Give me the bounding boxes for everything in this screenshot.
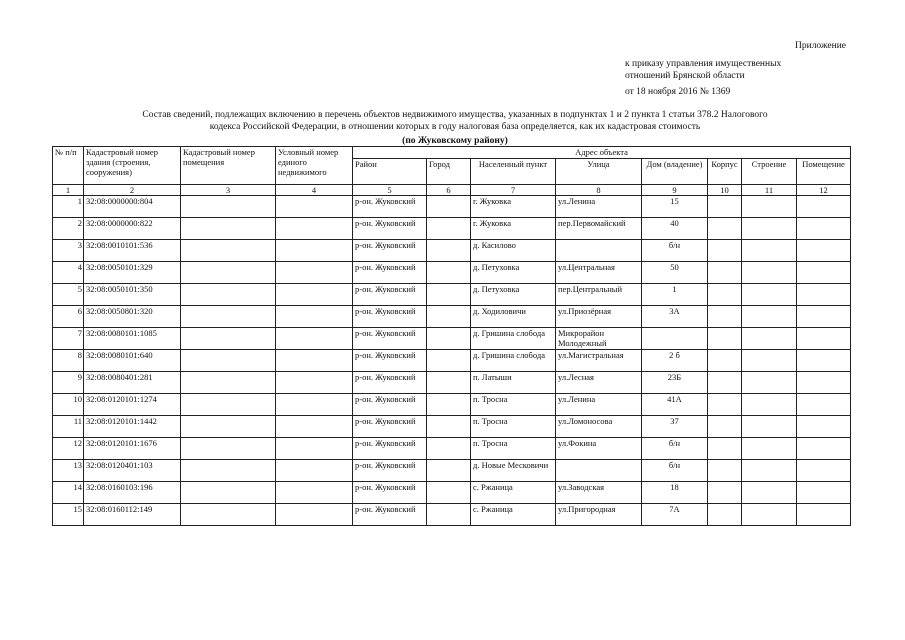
cadastral-room-cell (181, 328, 276, 350)
col-header-district: Район (353, 159, 427, 185)
table-body (53, 196, 851, 526)
city-cell (427, 196, 471, 218)
conditional-number-cell (276, 372, 353, 394)
cadastral-room-cell (181, 482, 276, 504)
city-cell (427, 328, 471, 350)
room-cell (797, 218, 851, 240)
city-cell (427, 416, 471, 438)
cadastral-number: 32:08:0120101:1676 (84, 438, 181, 460)
settlement-cell: с. Ржаница (471, 504, 556, 526)
district-cell: р-он. Жуковский (353, 218, 427, 240)
house-cell: 15 (642, 196, 708, 218)
column-number-cell: 5 (353, 185, 427, 196)
city-cell (427, 394, 471, 416)
order-line-2: отношений Брянской области (625, 71, 745, 81)
conditional-number-cell (276, 284, 353, 306)
cadastral-number: 32:08:0050101:350 (84, 284, 181, 306)
room-cell (797, 262, 851, 284)
conditional-number-cell (276, 394, 353, 416)
district-cell: р-он. Жуковский (353, 504, 427, 526)
settlement-cell: д. Касилово (471, 240, 556, 262)
house-cell: 2 б (642, 350, 708, 372)
building-cell (742, 460, 797, 482)
city-cell (427, 438, 471, 460)
table-row (53, 394, 851, 416)
appendix-label: Приложение (795, 41, 846, 51)
cadastral-room-cell (181, 372, 276, 394)
col-header-house: Дом (владение) (642, 159, 708, 185)
building-cell (742, 416, 797, 438)
cadastral-number: 32:08:0160103:196 (84, 482, 181, 504)
order-line-1: к приказу управления имущественных (625, 59, 782, 69)
settlement-cell: г. Жуковка (471, 218, 556, 240)
room-cell (797, 328, 851, 350)
document-heading (120, 109, 790, 133)
cadastral-number: 32:08:0050101:329 (84, 262, 181, 284)
district-cell: р-он. Жуковский (353, 372, 427, 394)
house-cell: 40 (642, 218, 708, 240)
city-cell (427, 218, 471, 240)
column-number-cell: 12 (797, 185, 851, 196)
street-cell: ул.Ленина (556, 196, 642, 218)
col-header-address: Адрес объекта (353, 147, 851, 159)
table-row (53, 482, 851, 504)
table-row (53, 460, 851, 482)
cadastral-room-cell (181, 504, 276, 526)
street-cell (556, 240, 642, 262)
conditional-number-cell (276, 328, 353, 350)
conditional-number-cell (276, 504, 353, 526)
row-number: 10 (53, 394, 84, 416)
city-cell (427, 372, 471, 394)
conditional-number-cell (276, 262, 353, 284)
house-cell: 37 (642, 416, 708, 438)
cadastral-number: 32:08:0010101:536 (84, 240, 181, 262)
column-number-cell: 8 (556, 185, 642, 196)
row-number: 2 (53, 218, 84, 240)
district-cell: р-он. Жуковский (353, 284, 427, 306)
settlement-cell: п. Тросна (471, 438, 556, 460)
settlement-cell: д. Петуховка (471, 284, 556, 306)
settlement-cell: д. Новые Месковичи (471, 460, 556, 482)
street-cell: Микрорайон Молодежный (556, 328, 642, 350)
korpus-cell (708, 416, 742, 438)
building-cell (742, 394, 797, 416)
building-cell (742, 350, 797, 372)
house-cell: 1 (642, 284, 708, 306)
table-row (53, 416, 851, 438)
col-header-settlement: Населенный пункт (471, 159, 556, 185)
conditional-number-cell (276, 416, 353, 438)
cadastral-number: 32:08:0120101:1274 (84, 394, 181, 416)
building-cell (742, 372, 797, 394)
room-cell (797, 284, 851, 306)
settlement-cell: п. Тросна (471, 394, 556, 416)
settlement-cell: д. Гришина слобода (471, 328, 556, 350)
table-row (53, 328, 851, 350)
korpus-cell (708, 504, 742, 526)
room-cell (797, 438, 851, 460)
korpus-cell (708, 262, 742, 284)
street-cell: ул.Фокина (556, 438, 642, 460)
column-number-cell: 1 (53, 185, 84, 196)
property-table (52, 146, 851, 526)
street-cell: ул.Ленина (556, 394, 642, 416)
korpus-cell (708, 218, 742, 240)
korpus-cell (708, 328, 742, 350)
district-cell: р-он. Жуковский (353, 460, 427, 482)
district-cell: р-он. Жуковский (353, 416, 427, 438)
col-header-num: № п/п (53, 147, 84, 185)
korpus-cell (708, 482, 742, 504)
house-cell: 50 (642, 262, 708, 284)
settlement-cell: д. Гришина слобода (471, 350, 556, 372)
building-cell (742, 504, 797, 526)
heading-line-2: кодекса Российской Федерации, в отношении которых в году налоговая база определяется, как их кадастровая стоимость (209, 122, 701, 132)
table-row (53, 372, 851, 394)
building-cell (742, 218, 797, 240)
city-cell (427, 482, 471, 504)
cadastral-room-cell (181, 460, 276, 482)
conditional-number-cell (276, 218, 353, 240)
table-row (53, 504, 851, 526)
district-cell: р-он. Жуковский (353, 350, 427, 372)
city-cell (427, 350, 471, 372)
cadastral-room-cell (181, 196, 276, 218)
street-cell: ул.Центральная (556, 262, 642, 284)
table-row (53, 218, 851, 240)
korpus-cell (708, 240, 742, 262)
room-cell (797, 372, 851, 394)
conditional-number-cell (276, 306, 353, 328)
row-number: 3 (53, 240, 84, 262)
col-header-cadastral-room: Кадастровый номер помещения (181, 147, 276, 185)
city-cell (427, 306, 471, 328)
settlement-cell: г. Жуковка (471, 196, 556, 218)
building-cell (742, 328, 797, 350)
row-number: 7 (53, 328, 84, 350)
heading-line-1: Состав сведений, подлежащих включению в перечень объектов недвижимого имущества, указанных в подпунктах 1 и 2 пункта 1 статьи 378.2 Налогового (142, 110, 768, 120)
house-cell (642, 328, 708, 350)
column-number-cell: 3 (181, 185, 276, 196)
cadastral-number: 32:08:0160112:149 (84, 504, 181, 526)
room-cell (797, 306, 851, 328)
korpus-cell (708, 306, 742, 328)
district-cell: р-он. Жуковский (353, 306, 427, 328)
cadastral-number: 32:08:0050801:320 (84, 306, 181, 328)
cadastral-number: 32:08:0120101:1442 (84, 416, 181, 438)
table-row (53, 196, 851, 218)
district-cell: р-он. Жуковский (353, 482, 427, 504)
street-cell: ул.Пригородная (556, 504, 642, 526)
korpus-cell (708, 372, 742, 394)
cadastral-room-cell (181, 394, 276, 416)
building-cell (742, 438, 797, 460)
table-row (53, 306, 851, 328)
city-cell (427, 284, 471, 306)
settlement-cell: п. Латыши (471, 372, 556, 394)
col-header-city: Город (427, 159, 471, 185)
korpus-cell (708, 284, 742, 306)
settlement-cell: д. Ходиловичи (471, 306, 556, 328)
building-cell (742, 284, 797, 306)
order-date: от 18 ноября 2016 № 1369 (625, 87, 731, 97)
room-cell (797, 394, 851, 416)
table-row (53, 262, 851, 284)
cadastral-room-cell (181, 306, 276, 328)
building-cell (742, 240, 797, 262)
street-cell: пер.Центральный (556, 284, 642, 306)
room-cell (797, 416, 851, 438)
district-cell: р-он. Жуковский (353, 438, 427, 460)
column-number-cell: 10 (708, 185, 742, 196)
house-cell: 23Б (642, 372, 708, 394)
cadastral-number: 32:08:0000000:822 (84, 218, 181, 240)
row-number: 14 (53, 482, 84, 504)
house-cell: б/н (642, 438, 708, 460)
cadastral-room-cell (181, 416, 276, 438)
room-cell (797, 196, 851, 218)
room-cell (797, 504, 851, 526)
city-cell (427, 504, 471, 526)
col-header-conditional: Условный номер единого недвижимого (276, 147, 353, 185)
table-row (53, 240, 851, 262)
district-cell: р-он. Жуковский (353, 240, 427, 262)
settlement-cell: д. Петуховка (471, 262, 556, 284)
cadastral-room-cell (181, 218, 276, 240)
row-number: 15 (53, 504, 84, 526)
city-cell (427, 240, 471, 262)
conditional-number-cell (276, 438, 353, 460)
row-number: 12 (53, 438, 84, 460)
row-number: 1 (53, 196, 84, 218)
row-number: 8 (53, 350, 84, 372)
building-cell (742, 196, 797, 218)
room-cell (797, 460, 851, 482)
settlement-cell: с. Ржаница (471, 482, 556, 504)
house-cell: 3А (642, 306, 708, 328)
street-cell: ул.Магистральная (556, 350, 642, 372)
table-row (53, 438, 851, 460)
district-cell: р-он. Жуковский (353, 196, 427, 218)
column-number-row (53, 185, 851, 196)
cadastral-number: 32:08:0080101:640 (84, 350, 181, 372)
cadastral-room-cell (181, 240, 276, 262)
korpus-cell (708, 460, 742, 482)
korpus-cell (708, 438, 742, 460)
house-cell: 7А (642, 504, 708, 526)
room-cell (797, 482, 851, 504)
conditional-number-cell (276, 350, 353, 372)
street-cell: ул.Ломоносова (556, 416, 642, 438)
building-cell (742, 306, 797, 328)
cadastral-number: 32:08:0080401:281 (84, 372, 181, 394)
col-header-street: Улица (556, 159, 642, 185)
house-cell: 41А (642, 394, 708, 416)
column-number-cell: 7 (471, 185, 556, 196)
conditional-number-cell (276, 482, 353, 504)
cadastral-number: 32:08:0120401:103 (84, 460, 181, 482)
korpus-cell (708, 196, 742, 218)
conditional-number-cell (276, 196, 353, 218)
column-number-cell: 9 (642, 185, 708, 196)
city-cell (427, 262, 471, 284)
cadastral-number: 32:08:0000000:804 (84, 196, 181, 218)
cadastral-room-cell (181, 438, 276, 460)
row-number: 9 (53, 372, 84, 394)
district-cell: р-он. Жуковский (353, 262, 427, 284)
cadastral-room-cell (181, 350, 276, 372)
col-header-building: Строение (742, 159, 797, 185)
col-header-korpus: Корпус (708, 159, 742, 185)
column-number-cell: 6 (427, 185, 471, 196)
city-cell (427, 460, 471, 482)
table-row (53, 350, 851, 372)
cadastral-number: 32:08:0080101:1085 (84, 328, 181, 350)
cadastral-room-cell (181, 262, 276, 284)
conditional-number-cell (276, 460, 353, 482)
street-cell (556, 460, 642, 482)
table-row (53, 284, 851, 306)
room-cell (797, 240, 851, 262)
row-number: 11 (53, 416, 84, 438)
row-number: 6 (53, 306, 84, 328)
column-number-cell: 2 (84, 185, 181, 196)
street-cell: ул.Приозёрная (556, 306, 642, 328)
col-header-cadastral-building: Кадастровый номер здания (строения, сооружения) (84, 147, 181, 185)
street-cell: пер.Первомайский (556, 218, 642, 240)
row-number: 4 (53, 262, 84, 284)
building-cell (742, 482, 797, 504)
settlement-cell: п. Тросна (471, 416, 556, 438)
street-cell: ул.Заводская (556, 482, 642, 504)
building-cell (742, 262, 797, 284)
korpus-cell (708, 350, 742, 372)
room-cell (797, 350, 851, 372)
cadastral-room-cell (181, 284, 276, 306)
district-cell: р-он. Жуковский (353, 328, 427, 350)
column-number-cell: 4 (276, 185, 353, 196)
row-number: 5 (53, 284, 84, 306)
conditional-number-cell (276, 240, 353, 262)
column-number-cell: 11 (742, 185, 797, 196)
street-cell: ул.Лесная (556, 372, 642, 394)
district-cell: р-он. Жуковский (353, 394, 427, 416)
house-cell: 18 (642, 482, 708, 504)
korpus-cell (708, 394, 742, 416)
district-subheading: (по Жуковскому району) (402, 136, 508, 146)
house-cell: б/н (642, 460, 708, 482)
col-header-room: Помещение (797, 159, 851, 185)
house-cell: б/н (642, 240, 708, 262)
row-number: 13 (53, 460, 84, 482)
